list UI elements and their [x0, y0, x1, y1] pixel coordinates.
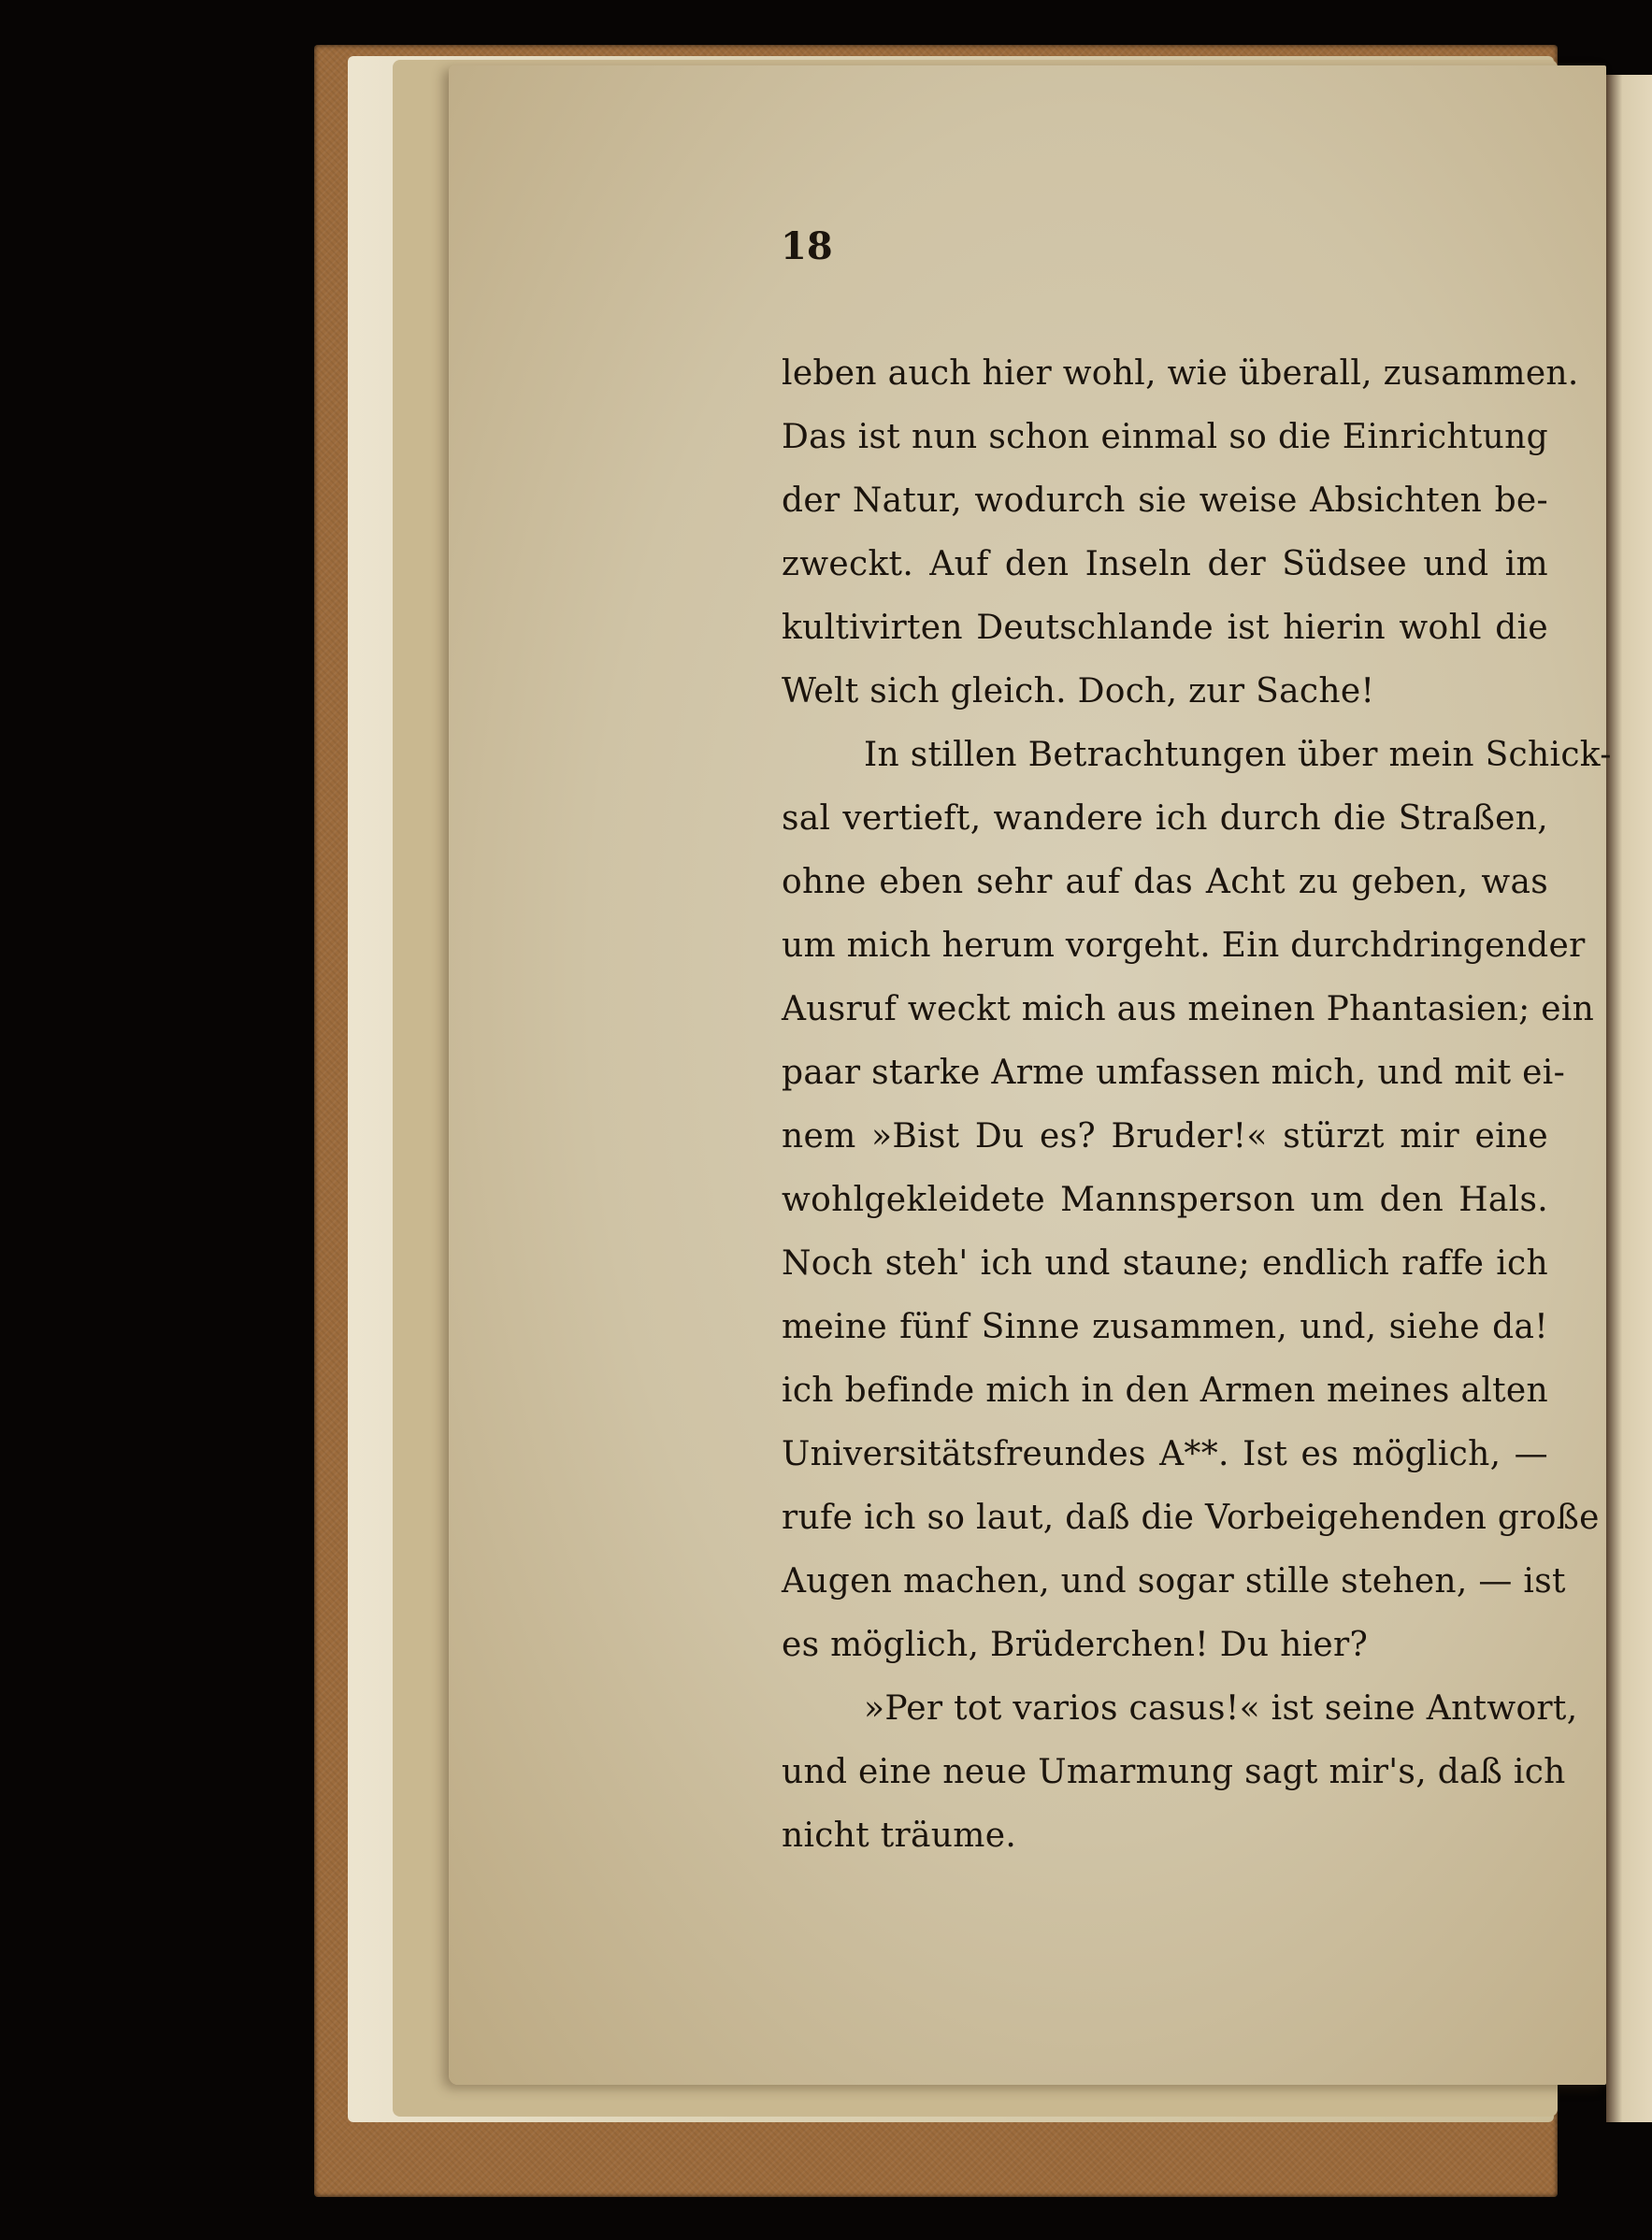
text-line: kultivirten Deutschlande ist hierin wohl die: [782, 609, 1548, 647]
text-line: Augen machen, und sogar stille stehen, — ist: [782, 1562, 1566, 1601]
text-line: um mich herum vorgeht. Ein durchdringender: [782, 926, 1586, 965]
text-line: der Natur, wodurch sie weise Absichten be-: [782, 481, 1548, 520]
text-line: ich befinde mich in den Armen meines alten: [782, 1371, 1548, 1410]
text-line: Universitätsfreundes A**. Ist es möglich, —: [782, 1435, 1548, 1473]
text-line: wohlgekleidete Mannsperson um den Hals.: [782, 1181, 1548, 1219]
text-line: und eine neue Umarmung sagt mir's, daß ich: [782, 1753, 1566, 1791]
text-line: rufe ich so laut, daß die Vorbeigehenden große: [782, 1499, 1600, 1537]
text-line: nem »Bist Du es? Bruder!« stürzt mir eine: [782, 1117, 1548, 1156]
text-line: ohne eben sehr auf das Acht zu geben, was: [782, 863, 1548, 901]
text-line: »Per tot varios casus!« ist seine Antwort,: [864, 1689, 1578, 1728]
text-line: Ausruf weckt mich aus meinen Phantasien; ein: [782, 990, 1595, 1028]
text-line: zweckt. Auf den Inseln der Südsee und im: [782, 545, 1548, 583]
text-line: leben auch hier wohl, wie überall, zusammen.: [782, 354, 1579, 393]
facing-page-edge: [1606, 75, 1652, 2122]
page-number: 18: [781, 224, 833, 268]
text-line: sal vertieft, wandere ich durch die Straßen,: [782, 799, 1548, 838]
text-line: es möglich, Brüderchen! Du hier?: [782, 1626, 1369, 1664]
text-line: paar starke Arme umfassen mich, und mit ei-: [782, 1054, 1566, 1092]
text-line: Noch steh' ich und staune; endlich raffe ich: [782, 1244, 1548, 1283]
page-text: [782, 342, 1612, 1868]
text-line: nicht träume.: [782, 1816, 1017, 1855]
book-page: [449, 65, 1612, 2085]
text-line: meine fünf Sinne zusammen, und, siehe da!: [782, 1308, 1548, 1346]
text-line: In stillen Betrachtungen über mein Schick-: [864, 736, 1612, 774]
text-line: Welt sich gleich. Doch, zur Sache!: [782, 672, 1375, 711]
text-line: Das ist nun schon einmal so die Einrichtung: [782, 418, 1548, 456]
